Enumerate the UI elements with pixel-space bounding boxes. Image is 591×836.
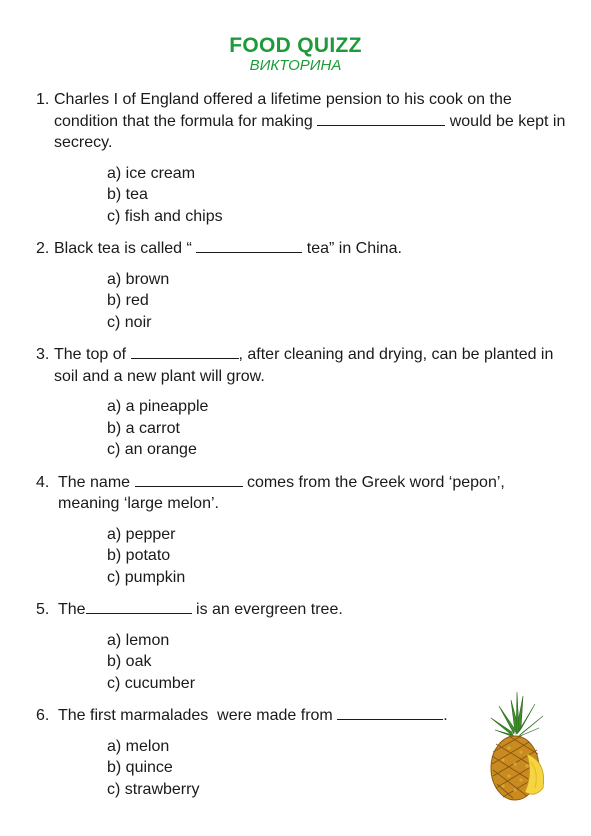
answer-option[interactable]: c) an orange [107,441,197,458]
question-text: Black tea is called “ tea” in China. [54,240,402,257]
answer-option[interactable]: a) melon [107,737,170,755]
quiz-header [0,34,591,74]
question-number: 5. [36,601,50,618]
answer-option[interactable]: c) cucumber [107,674,196,692]
answer-option[interactable]: a) brown [107,270,170,288]
question-number: 1. [36,91,50,108]
answer-blank[interactable] [196,238,302,253]
question-text: Charles I of England offered a lifetime pension to his cook on the condition that the formula for making would be kept in secrecy. [54,91,566,151]
page-title: FOOD QUIZZ [229,34,362,57]
question-text: The name comes from the Greek word ‘pepon’, meaning ‘large melon’. [58,473,505,512]
question-number: 2. [36,240,50,257]
answer-blank[interactable] [337,705,443,720]
answer-option[interactable]: b) potato [107,547,171,564]
page-subtitle: ВИКТОРИНА [249,57,342,74]
answer-option[interactable]: a) a pineapple [107,398,209,415]
answer-option[interactable]: b) quince [107,759,173,776]
answer-option[interactable]: a) lemon [107,631,170,649]
answer-option[interactable]: c) strawberry [107,780,200,798]
answer-options [107,396,566,461]
answer-options [107,269,566,334]
answer-option[interactable]: b) tea [107,186,148,203]
question-number: 6. [36,707,50,724]
question-text: The is an evergreen tree. [58,601,343,618]
answer-options [107,524,566,589]
question-1 [36,89,566,227]
answer-option[interactable]: a) pepper [107,525,176,543]
answer-blank[interactable] [131,344,239,359]
answer-blank[interactable] [135,472,243,487]
pineapple-icon [481,692,551,802]
question-number: 3. [36,346,50,363]
question-3 [36,344,566,461]
answer-option[interactable]: c) noir [107,313,152,331]
answer-option[interactable]: b) oak [107,653,152,670]
answer-option[interactable]: a) ice cream [107,164,196,182]
answer-blank[interactable] [86,599,192,614]
question-text: The top of , after cleaning and drying, can be planted in soil and a new plant will grow. [54,346,554,385]
answer-blank[interactable] [317,111,445,126]
question-4 [36,472,566,589]
pineapple-crown [491,692,543,737]
answer-option[interactable]: b) a carrot [107,419,180,437]
answer-options [107,630,566,695]
answer-options [107,163,566,228]
question-number: 4. [36,473,50,491]
question-text: The first marmalades were made from . [58,707,448,724]
answer-option[interactable]: c) pumpkin [107,568,186,586]
answer-option[interactable]: b) red [107,292,149,309]
question-2 [36,238,566,333]
answer-option[interactable]: c) fish and chips [107,207,223,225]
question-5 [36,599,566,694]
